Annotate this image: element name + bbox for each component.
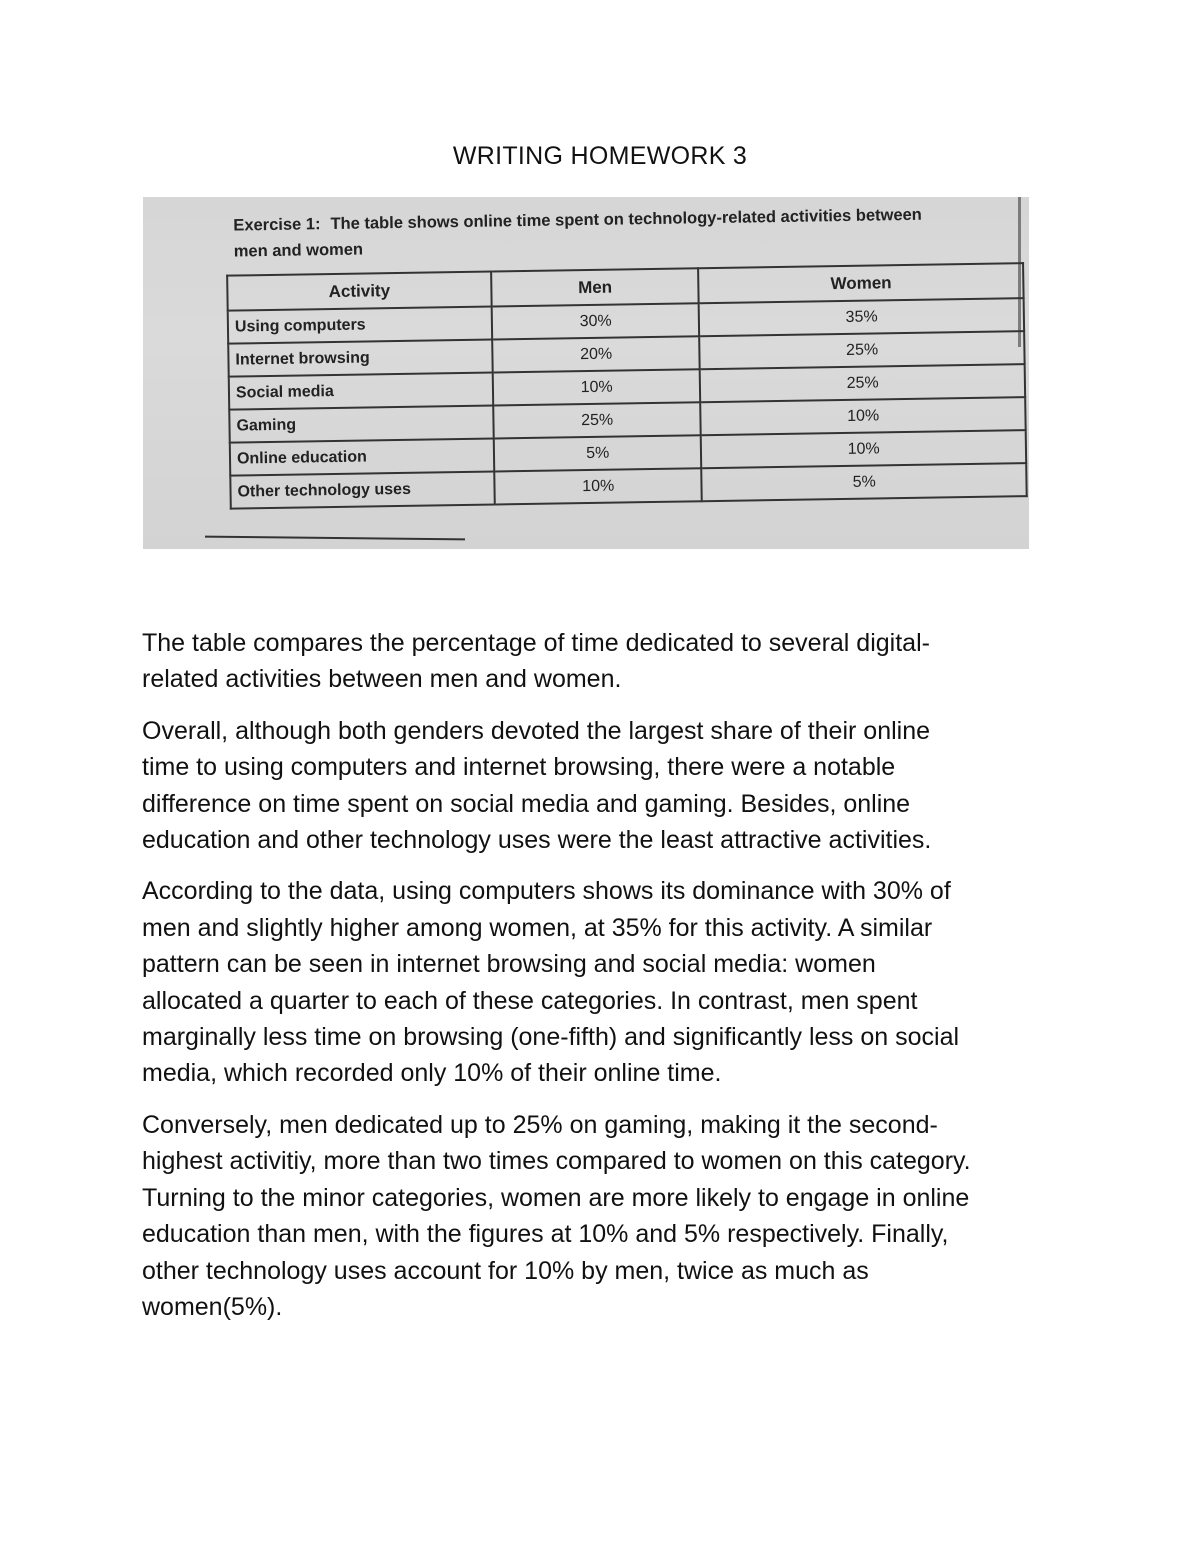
essay-line: Turning to the minor categories, women are more likely to engage in online xyxy=(142,1183,970,1212)
essay-paragraph-overview xyxy=(142,713,1062,859)
cell-activity: Using computers xyxy=(228,307,492,344)
cell-men: 10% xyxy=(493,369,701,405)
cell-women: 10% xyxy=(701,397,1026,435)
essay-line: Conversely, men dedicated up to 25% on gaming, making it the second- xyxy=(142,1110,938,1139)
essay-line: marginally less time on browsing (one-fifth) and significantly less on social xyxy=(142,1023,960,1052)
exercise-caption-line1: The table shows online time spent on technology-related activities between xyxy=(330,205,922,234)
cell-men: 25% xyxy=(493,402,701,438)
essay-paragraph-body1 xyxy=(142,873,1062,1091)
exercise-caption xyxy=(233,198,1026,266)
essay-line: education and other technology uses were the least attractive activities. xyxy=(142,826,932,855)
cell-men: 5% xyxy=(494,435,702,471)
header-women: Women xyxy=(699,263,1024,303)
essay-line: other technology uses account for 10% by men, twice as much as xyxy=(142,1256,869,1285)
exercise-label: Exercise 1: xyxy=(233,215,321,235)
cell-men: 30% xyxy=(492,303,700,339)
essay-line: media, which recorded only 10% of their online time. xyxy=(142,1059,722,1088)
cell-activity: Other technology uses xyxy=(230,471,494,508)
cell-activity: Social media xyxy=(229,373,493,410)
essay-line: related activities between men and women. xyxy=(142,665,622,694)
essay-paragraph-intro xyxy=(142,625,1062,698)
header-men: Men xyxy=(491,268,699,306)
essay-line: men and slightly higher among women, at 35% for this activity. A similar xyxy=(142,913,933,942)
essay-line: time to using computers and internet browsing, there were a notable xyxy=(142,753,896,782)
exercise-photo xyxy=(143,197,1029,549)
exercise-caption-line2: men and women xyxy=(233,240,364,261)
essay-body xyxy=(142,625,1062,1340)
cell-men: 10% xyxy=(494,468,702,504)
cell-activity: Online education xyxy=(230,438,494,475)
essay-line: pattern can be seen in internet browsing and social media: women xyxy=(142,950,876,979)
essay-line: women(5%). xyxy=(142,1292,283,1321)
essay-line: According to the data, using computers shows its dominance with 30% of xyxy=(142,877,951,906)
photo-bottom-rule xyxy=(205,536,465,541)
cell-women: 35% xyxy=(699,298,1024,336)
essay-line: difference on time spent on social media and gaming. Besides, online xyxy=(142,789,911,818)
cell-women: 25% xyxy=(700,364,1025,402)
header-activity: Activity xyxy=(227,272,492,311)
essay-line: allocated a quarter to each of these categories. In contrast, men spent xyxy=(142,986,918,1015)
cell-women: 10% xyxy=(701,430,1026,468)
essay-line: highest activitiy, more than two times compared to women on this category. xyxy=(142,1147,971,1176)
cell-activity: Internet browsing xyxy=(228,340,492,377)
essay-line: education than men, with the figures at 10% and 5% respectively. Finally, xyxy=(142,1220,949,1249)
essay-line: The table compares the percentage of time dedicated to several digital- xyxy=(142,629,930,657)
cell-women: 5% xyxy=(702,463,1027,501)
essay-line: Overall, although both genders devoted the largest share of their online xyxy=(142,716,931,745)
page-title: WRITING HOMEWORK 3 xyxy=(452,142,748,170)
cell-activity: Gaming xyxy=(229,405,493,442)
cell-women: 25% xyxy=(700,331,1025,369)
cell-men: 20% xyxy=(492,336,700,372)
essay-paragraph-body2 xyxy=(142,1107,1062,1325)
exercise-sheet xyxy=(205,197,1029,510)
activity-table xyxy=(226,262,1028,510)
